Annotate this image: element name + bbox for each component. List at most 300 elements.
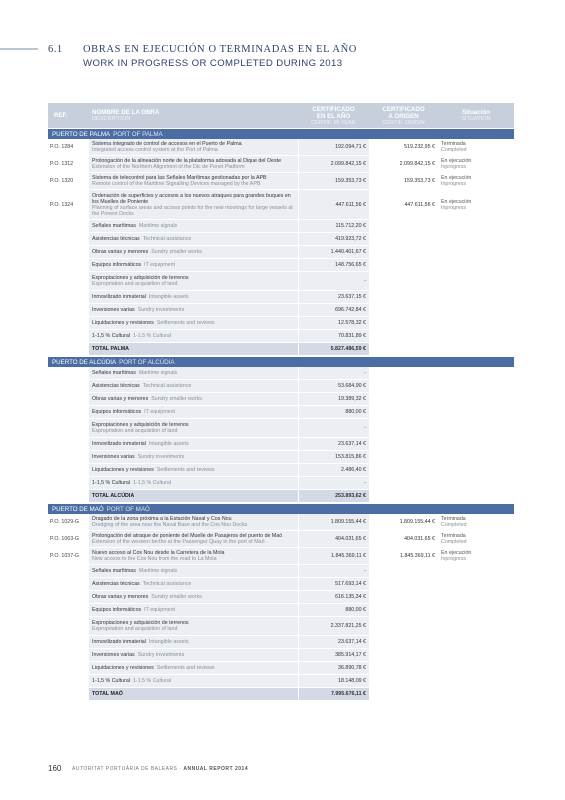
cert-origin-cell [369,636,438,648]
status-cell [438,617,514,635]
cert-year-cell: - [298,367,369,379]
section-heading [48,128,514,139]
name-es: Obras varias y menores [92,396,149,402]
table-row [48,139,514,156]
name-cell [89,272,298,290]
ref-cell [48,259,89,271]
name-en: Expropriation and acquisition of land [92,428,178,434]
status-cell [438,304,514,316]
name-cell [89,246,298,258]
status-cell [438,272,514,290]
name-cell [89,675,298,687]
cert-year-cell: 1.845.369,11 € [298,548,369,564]
status-es: Terminada [441,516,466,522]
name-cell [89,464,298,476]
cert-origin-cell: 1.845.369,11 € [369,548,438,564]
status-cell [438,438,514,450]
cert-year-cell: 70.831,89 € [298,330,369,342]
name-en: Sundry smaller works [151,396,202,402]
status-cell [438,649,514,661]
name-es: Inmovilizado inmaterial [92,639,146,645]
name-en: Extension of the western berths at the Passenger Quay in the port of Maó [92,539,265,545]
name-en: Expropriation and acquisition of land [92,626,178,632]
cert-year-cell: 447.611,56 € [298,190,369,219]
ref-cell: P.O. 1029-G [48,514,89,530]
name-cell [89,531,298,547]
status-cell [438,531,514,547]
name-cell [89,617,298,635]
table-row [48,649,514,662]
name-es: Inmovilizado inmaterial [92,441,146,447]
cert-origin-cell [369,272,438,290]
name-es: Obras varias y menores [92,249,149,255]
status-cell [438,173,514,189]
ref-cell: P.O. 1284 [48,139,89,155]
name-en: IT equipment [144,607,175,613]
name-en: Settlements and reviews [156,467,215,473]
cert-origin-cell [369,688,438,700]
ref-cell [48,233,89,245]
name-es: Asistencias técnicas [92,581,140,587]
name-en: 1-1,5 % Cultural [132,333,171,339]
name-cell [89,317,298,329]
name-cell [89,233,298,245]
ref-cell: P.O. 1320 [48,173,89,189]
status-cell [438,514,514,530]
status-en: Inprogress [441,164,467,170]
table-row [48,393,514,406]
cert-year-cell: 192.094,71 € [298,139,369,155]
name-es: Equipos informáticos [92,607,142,613]
name-cell [89,139,298,155]
status-cell [438,548,514,564]
name-es: Señales marítimas [92,370,136,376]
page-number: 160 [48,764,62,773]
table-row [48,367,514,380]
cert-year-cell: 616.135,34 € [298,591,369,603]
ref-cell: P.O. 1037-G [48,548,89,564]
name-es: Liquidaciones y revisiones [92,467,154,473]
name-en: Sundry investments [137,454,185,460]
name-es: Prolongación del atraque de poniente del Muelle de Pasajeros del puerto de Maó [92,533,283,539]
name-en: Maritime signals [138,370,178,376]
cert-origin-cell [369,304,438,316]
total-value: 253.893,62 € [298,490,369,502]
ref-cell [48,578,89,590]
section-heading-en: PORT OF MAÓ [106,505,150,513]
name-es: 1-1,5 % Cultural [92,480,130,486]
table-row [48,419,514,438]
ref-cell [48,617,89,635]
ref-cell [48,380,89,392]
total-row [48,490,514,503]
name-cell [89,649,298,661]
ref-cell [48,246,89,258]
section-heading-es: PUERTO DE PALMA [52,130,111,138]
cert-year-cell: 12.578,32 € [298,317,369,329]
name-en: New access to the Cos Nou from the road to La Mola [92,556,217,562]
name-cell [89,406,298,418]
table-row [48,565,514,578]
cert-origin-cell [369,330,438,342]
section-subtitle: WORK IN PROGRESS OR COMPLETED DURING 2013 [83,58,343,69]
cert-origin-cell [369,617,438,635]
table-row [48,636,514,649]
name-es: 1-1,5 % Cultural [92,333,130,339]
name-cell [89,330,298,342]
status-cell [438,380,514,392]
total-label: TOTAL ALCÚDIA [89,490,298,502]
status-cell [438,591,514,603]
section-number: 6.1 [48,44,63,55]
name-cell [89,190,298,219]
cert-year-cell: 23.637,14 € [298,438,369,450]
name-cell [89,367,298,379]
cert-year-cell: 517.693,14 € [298,578,369,590]
ref-cell [48,675,89,687]
header-status: Situación SITUATION [461,109,491,122]
cert-year-cell: 18.148,09 € [298,675,369,687]
cert-origin-cell [369,367,438,379]
name-en: Intangible assets [148,639,189,645]
name-cell [89,591,298,603]
name-cell [89,578,298,590]
cert-year-cell: - [298,565,369,577]
cert-origin-cell [369,291,438,303]
ref-cell [48,490,89,502]
mao-section [48,503,514,701]
cert-year-cell: 880,00 € [298,604,369,616]
cert-origin-cell [369,233,438,245]
table-row [48,604,514,617]
section-heading [48,356,514,367]
cert-origin-cell [369,419,438,437]
status-cell [438,688,514,700]
palma-section [48,128,514,356]
status-cell [438,406,514,418]
status-en: Completed [441,147,467,153]
table-row [48,233,514,246]
header-ref: REF. [54,112,68,119]
name-es: Liquidaciones y revisiones [92,320,154,326]
status-en: Completed [441,522,467,528]
ref-cell [48,688,89,700]
ref-cell: P.O. 1324 [48,190,89,219]
ref-cell [48,464,89,476]
ref-cell [48,220,89,232]
ref-cell [48,343,89,355]
status-en: Completed [441,539,467,545]
cert-origin-cell [369,317,438,329]
ref-cell [48,367,89,379]
ref-cell [48,291,89,303]
cert-origin-cell [369,343,438,355]
name-es: Dragado de la zona próxima a la Estación Naval y Cos Nou [92,516,232,522]
cert-year-cell: 2.099.842,15 € [298,156,369,172]
table-row [48,451,514,464]
ref-cell [48,272,89,290]
name-es: Señales marítimas [92,223,136,229]
name-es: Asistencias técnicas [92,383,140,389]
cert-origin-cell [369,649,438,661]
ref-cell [48,604,89,616]
name-es: Equipos informáticos [92,262,142,268]
total-value: 5.827.486,59 € [298,343,369,355]
table-row [48,272,514,291]
cert-origin-cell [369,578,438,590]
cert-year-cell: 1.809.155,44 € [298,514,369,530]
name-cell [89,393,298,405]
cert-year-cell: 404.031,65 € [298,531,369,547]
name-es: Equipos informáticos [92,409,142,415]
footer-text: AUTORITAT PORTUÀRIA DE BALEARS · ANNUAL REPORT 2014 [72,766,249,772]
name-es: Expropiaciones y adquisición de terrenos [92,275,189,281]
status-es: Terminada [441,141,466,147]
table-header [48,103,514,128]
cert-origin-cell [369,591,438,603]
name-en: Sundry smaller works [151,249,202,255]
table-row [48,578,514,591]
name-es: Liquidaciones y revisiones [92,665,154,671]
status-en: Inprogress [441,556,467,562]
table-row [48,190,514,220]
cert-year-cell: 115.712,20 € [298,220,369,232]
status-cell [438,565,514,577]
status-cell [438,220,514,232]
total-value: 7.995.676,11 € [298,688,369,700]
ref-cell [48,330,89,342]
header-cert-year: CERTIFICADO EN EL AÑO CERTIF. IN YEAR [311,105,356,126]
name-en: Intangible assets [148,294,189,300]
ref-cell: P.O. 1312 [48,156,89,172]
name-cell [89,548,298,564]
name-es: Inversiones varias [92,307,135,313]
ref-cell: P.O. 1063-G [48,531,89,547]
ref-cell [48,419,89,437]
section-heading-en: PORT OF PALMA [113,130,163,138]
name-es: Sistema de telecontrol para las Señales Marítimas gestionadas por la APB [92,175,267,181]
cert-origin-cell [369,393,438,405]
name-en: 1-1,5 % Cultural [132,480,171,486]
name-en: Extension of the Northern Alignment of the Dic de Ponet Platform [92,164,245,170]
name-en: Dredging of the area near the Naval Base and the Cos Nou Docks [92,522,248,528]
name-es: Inmovilizado inmaterial [92,294,146,300]
status-es: En ejecución [441,550,472,556]
cert-origin-cell [369,406,438,418]
status-cell [438,246,514,258]
cert-year-cell: 696.742,84 € [298,304,369,316]
name-cell [89,604,298,616]
name-en: Settlements and reviews [156,320,215,326]
status-cell [438,317,514,329]
name-en: Sundry smaller works [151,594,202,600]
name-es: Nuevo acceso al Cos Nou desde la Carretera de la Mola [92,550,225,556]
status-cell [438,367,514,379]
table-row [48,317,514,330]
name-en: IT equipment [144,262,175,268]
total-row [48,343,514,356]
table-row [48,173,514,190]
status-cell [438,604,514,616]
status-cell [438,636,514,648]
name-es: Obras varias y menores [92,594,149,600]
name-en: Sundry investments [137,652,185,658]
table-row [48,220,514,233]
name-en: Sundry investments [137,307,185,313]
name-es: 1-1,5 % Cultural [92,678,130,684]
ref-cell [48,565,89,577]
cert-origin-cell [369,220,438,232]
status-cell [438,156,514,172]
name-cell [89,220,298,232]
section-title: OBRAS EN EJECUCIÓN O TERMINADAS EN EL AÑO [83,44,357,55]
ref-cell [48,591,89,603]
cert-origin-cell [369,438,438,450]
table-row [48,156,514,173]
name-cell [89,419,298,437]
status-es: En ejecución [441,198,472,205]
name-cell [89,438,298,450]
cert-year-cell: - [298,419,369,437]
cert-origin-cell [369,490,438,502]
alcudia-section [48,356,514,503]
ref-cell [48,451,89,463]
cert-origin-cell [369,259,438,271]
ref-cell [48,438,89,450]
status-cell [438,233,514,245]
cert-origin-cell [369,246,438,258]
cert-origin-cell: 159.353,73 € [369,173,438,189]
name-en: Maritime signals [138,568,178,574]
cert-year-cell: 2.486,40 € [298,464,369,476]
table-row [48,330,514,343]
status-es: En ejecución [441,158,472,164]
name-cell [89,477,298,489]
status-es: En ejecución [441,175,472,181]
cert-origin-cell: 1.809.155,44 € [369,514,438,530]
table-row [48,531,514,548]
name-cell [89,451,298,463]
table-row [48,591,514,604]
status-cell [438,578,514,590]
name-en: Settlements and reviews [156,665,215,671]
cert-origin-cell: 2.099.842,15 € [369,156,438,172]
table-row [48,246,514,259]
cert-origin-cell [369,451,438,463]
status-cell [438,330,514,342]
table-row [48,304,514,317]
name-en: Technical assistance [142,581,192,587]
ref-cell [48,649,89,661]
top-rule [0,48,38,50]
cert-year-cell: 880,00 € [298,406,369,418]
name-es: Prolongación de la alineación norte de la plataforma adosada al Dique del Oeste [92,158,282,164]
ref-cell [48,406,89,418]
status-cell [438,259,514,271]
cert-origin-cell: 447.611,56 € [369,190,438,219]
name-cell [89,662,298,674]
cert-year-cell: 1.440.401,67 € [298,246,369,258]
section-heading [48,503,514,514]
cert-origin-cell [369,477,438,489]
name-es: Expropiaciones y adquisición de terrenos [92,620,189,626]
status-cell [438,190,514,219]
name-es: Expropiaciones y adquisición de terrenos [92,422,189,428]
cert-origin-cell: 404.031,65 € [369,531,438,547]
name-en: Planning of surface areas and access points for the new moorings for large vessels at the Ponent Docks [92,204,293,217]
table-row [48,617,514,636]
name-cell [89,291,298,303]
cert-origin-cell [369,380,438,392]
status-cell [438,419,514,437]
ref-cell [48,393,89,405]
table-row [48,438,514,451]
cert-origin-cell: 519.232,95 € [369,139,438,155]
cert-year-cell: 36.890,78 € [298,662,369,674]
cert-year-cell: 153.815,86 € [298,451,369,463]
name-es: Señales marítimas [92,568,136,574]
name-en: Expropriation and acquisition of land [92,281,178,287]
name-cell [89,380,298,392]
name-en: 1-1,5 % Cultural [132,678,171,684]
ref-cell [48,636,89,648]
name-es: Sistema integrado de control de accesos en el Puerto de Palma [92,141,242,147]
cert-year-cell: 19.389,32 € [298,393,369,405]
status-cell [438,393,514,405]
header-name: NOMBRE DE LA OBRA DESCRIPTION [92,109,160,122]
name-es: Inversiones varias [92,652,135,658]
cert-year-cell: 53.684,90 € [298,380,369,392]
works-table [48,103,514,701]
table-row [48,406,514,419]
name-en: Maritime signals [138,223,178,229]
name-en: Intangible assets [148,441,189,447]
cert-year-cell: 148.756,65 € [298,259,369,271]
name-cell [89,304,298,316]
cert-origin-cell [369,565,438,577]
name-en: IT equipment [144,409,175,415]
section-heading-es: PUERTO DE ALCÚDIA [52,358,117,366]
name-en: Technical assistance [142,236,192,242]
total-label: TOTAL PALMA [89,343,298,355]
status-es: Terminada [441,533,466,539]
name-cell [89,173,298,189]
status-cell [438,343,514,355]
name-es: Inversiones varias [92,454,135,460]
status-cell [438,451,514,463]
cert-year-cell: - [298,477,369,489]
cert-year-cell: 23.637,15 € [298,291,369,303]
cert-year-cell: - [298,272,369,290]
table-row [48,675,514,688]
cert-year-cell: 2.337.821,25 € [298,617,369,635]
status-cell [438,291,514,303]
ref-cell [48,662,89,674]
name-cell [89,636,298,648]
name-cell [89,565,298,577]
table-row [48,380,514,393]
section-heading-en: PORT OF ALCÚDIA [119,358,175,366]
status-cell [438,675,514,687]
ref-cell [48,304,89,316]
table-row [48,259,514,272]
name-cell [89,156,298,172]
table-row [48,291,514,304]
status-cell [438,139,514,155]
cert-year-cell: 159.353,73 € [298,173,369,189]
total-label: TOTAL MAÓ [89,688,298,700]
ref-cell [48,317,89,329]
